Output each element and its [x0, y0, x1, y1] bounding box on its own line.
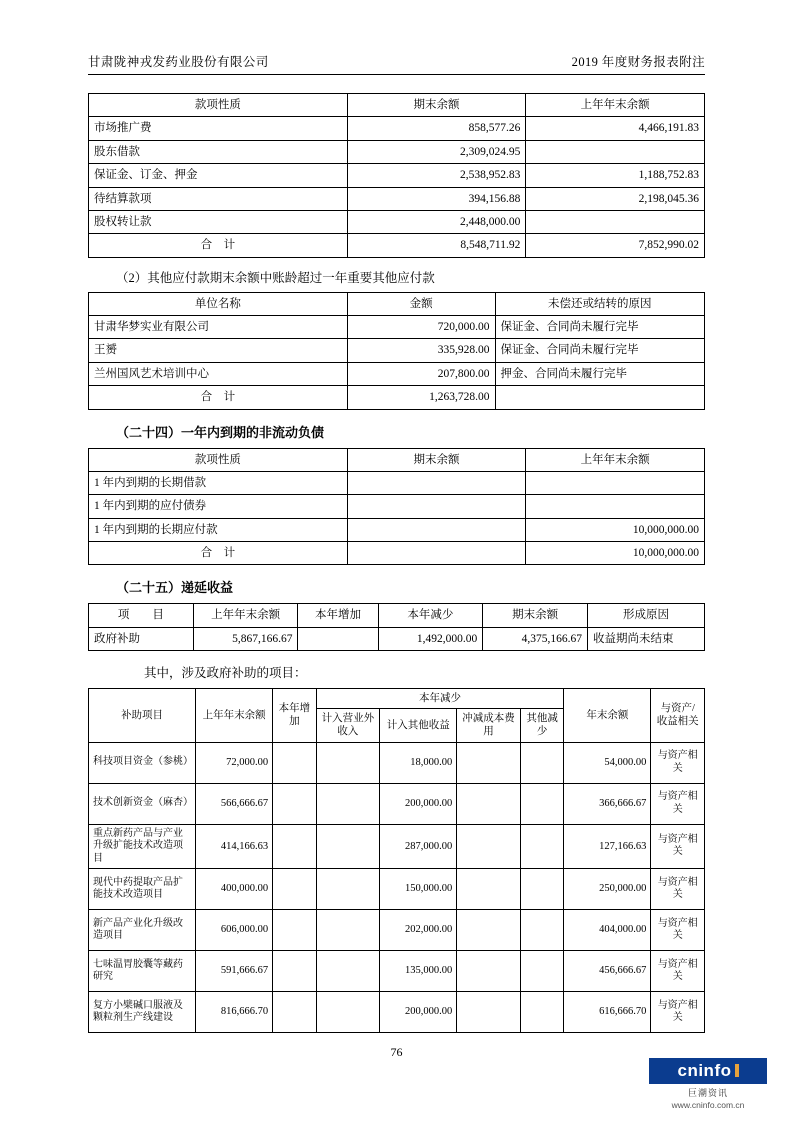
- cell-prior-end: 591,666.67: [196, 951, 273, 992]
- col-header-nature: 款项性质: [89, 94, 348, 117]
- cell-dec-other: [520, 992, 564, 1033]
- cell-decrease: 1,492,000.00: [378, 627, 483, 650]
- table-total-row: [89, 386, 705, 409]
- table-row: [89, 910, 705, 951]
- cell-prior: [526, 210, 705, 233]
- cell-dec-offset-cost: [457, 783, 521, 824]
- cell-dec-nonoperating: [316, 910, 380, 951]
- header-divider: [88, 74, 705, 75]
- cell-reason: 保证金、合同尚未履行完毕: [495, 339, 704, 362]
- cell-amount: 720,000.00: [347, 316, 495, 339]
- cell-dec-other-income: 150,000.00: [380, 869, 457, 910]
- total-label: 合 计: [89, 386, 348, 409]
- cell-dec-offset-cost: [457, 992, 521, 1033]
- cell-dec-other: [520, 783, 564, 824]
- cell-unit: 兰州国风艺术培训中心: [89, 362, 348, 385]
- col-header-ending: 期末余额: [483, 604, 588, 627]
- cell-prior: 5,867,166.67: [193, 627, 298, 650]
- table-row: [89, 518, 705, 541]
- cninfo-accent-bar: [735, 1064, 739, 1077]
- table-row: [89, 951, 705, 992]
- total-ending: [347, 542, 526, 565]
- cell-subsidy-item: 现代中药提取产品扩能技术改造项目: [89, 869, 196, 910]
- col-header-dec-offset-cost: 冲减成本费用: [457, 709, 521, 742]
- cell-relation: 与资产相关: [651, 783, 705, 824]
- cell-dec-other: [520, 824, 564, 869]
- cell-prior: 1,188,752.83: [526, 164, 705, 187]
- table-row: [89, 117, 705, 140]
- col-header-prior: 上年年末余额: [193, 604, 298, 627]
- cell-subsidy-item: 技术创新资金（麻杏）: [89, 783, 196, 824]
- table-row: [89, 339, 705, 362]
- cell-ending: 394,156.88: [347, 187, 526, 210]
- page-number: 76: [390, 1045, 403, 1059]
- cell-dec-other-income: 200,000.00: [380, 783, 457, 824]
- cell-increase: [273, 951, 317, 992]
- cninfo-logo-text: [649, 1058, 767, 1084]
- cell-year-end: 54,000.00: [564, 742, 651, 783]
- col-header-ending: 期末余额: [347, 94, 526, 117]
- col-header-decrease: 本年减少: [378, 604, 483, 627]
- cell-dec-offset-cost: [457, 869, 521, 910]
- col-header-dec-other-income: 计入其他收益: [380, 709, 457, 742]
- cell-nature: 股权转让款: [89, 210, 348, 233]
- cell-prior-end: 606,000.00: [196, 910, 273, 951]
- cell-nature: 市场推广费: [89, 117, 348, 140]
- cell-unit: 王赟: [89, 339, 348, 362]
- cell-ending: 858,577.26: [347, 117, 526, 140]
- cell-prior-end: 414,166.63: [196, 824, 273, 869]
- total-label: 合 计: [89, 542, 348, 565]
- cell-unit: 甘肃华梦实业有限公司: [89, 316, 348, 339]
- subsection-title-2: （2）其他应付款期末余额中账龄超过一年重要其他应付款: [116, 270, 435, 285]
- table-header-row: [89, 448, 705, 471]
- col-header-prior: 上年年末余额: [526, 448, 705, 471]
- cell-reason: 押金、合同尚未履行完毕: [495, 362, 704, 385]
- col-header-prior-end: 上年年末余额: [196, 689, 273, 742]
- col-header-reason: 未偿还或结转的原因: [495, 292, 704, 315]
- col-header-unit: 单位名称: [89, 292, 348, 315]
- cninfo-wordmark: cninfo: [677, 1061, 732, 1080]
- table-row: [89, 362, 705, 385]
- table-total-row: [89, 542, 705, 565]
- cell-year-end: 616,666.70: [564, 992, 651, 1033]
- cell-subsidy-item: 复方小檗碱口服液及颗粒剂生产线建设: [89, 992, 196, 1033]
- cell-increase: [273, 742, 317, 783]
- cell-dec-other: [520, 869, 564, 910]
- total-amount: 1,263,728.00: [347, 386, 495, 409]
- col-header-item: 项 目: [89, 604, 194, 627]
- cell-increase: [273, 783, 317, 824]
- cell-subsidy-item: 科技项目资金（参桃）: [89, 742, 196, 783]
- table-total-row: [89, 234, 705, 257]
- government-subsidy-note: 其中，涉及政府补助的项目：: [144, 666, 307, 681]
- cell-ending: [347, 518, 526, 541]
- header-company-name: 甘肃陇神戎发药业股份有限公司: [88, 55, 269, 69]
- cell-dec-other: [520, 742, 564, 783]
- cell-nature: 1 年内到期的长期应付款: [89, 518, 348, 541]
- cell-nature: 股东借款: [89, 140, 348, 163]
- cell-dec-offset-cost: [457, 824, 521, 869]
- cell-increase: [273, 910, 317, 951]
- cell-subsidy-item: 新产品产业化升级改造项目: [89, 910, 196, 951]
- cell-ending: 2,538,952.83: [347, 164, 526, 187]
- table-header-row: [89, 292, 705, 315]
- cell-amount: 207,800.00: [347, 362, 495, 385]
- cninfo-logo: [649, 1058, 767, 1110]
- table-row: [89, 992, 705, 1033]
- table-row: [89, 742, 705, 783]
- col-header-subsidy-item: 补助项目: [89, 689, 196, 742]
- col-header-dec-other: 其他减少: [520, 709, 564, 742]
- cell-ending: 2,309,024.95: [347, 140, 526, 163]
- total-label: 合 计: [89, 234, 348, 257]
- table-header-row: [89, 94, 705, 117]
- total-reason-blank: [495, 386, 704, 409]
- cell-dec-nonoperating: [316, 824, 380, 869]
- cell-nature: 1 年内到期的应付债券: [89, 495, 348, 518]
- cell-prior: 2,198,045.36: [526, 187, 705, 210]
- table-row: [89, 140, 705, 163]
- cell-dec-nonoperating: [316, 742, 380, 783]
- section-title-25: （二十五）递延收益: [116, 580, 234, 596]
- cell-dec-nonoperating: [316, 992, 380, 1033]
- col-header-ending: 期末余额: [347, 448, 526, 471]
- cell-dec-other-income: 287,000.00: [380, 824, 457, 869]
- col-header-amount: 金额: [347, 292, 495, 315]
- col-header-nature: 款项性质: [89, 448, 348, 471]
- cell-year-end: 404,000.00: [564, 910, 651, 951]
- cell-prior-end: 400,000.00: [196, 869, 273, 910]
- cell-dec-nonoperating: [316, 783, 380, 824]
- total-ending: 8,548,711.92: [347, 234, 526, 257]
- col-header-relation: 与资产/收益相关: [651, 689, 705, 742]
- table-row: [89, 164, 705, 187]
- cell-year-end: 456,666.67: [564, 951, 651, 992]
- cell-year-end: 250,000.00: [564, 869, 651, 910]
- cell-ending: 2,448,000.00: [347, 210, 526, 233]
- cell-relation: 与资产相关: [651, 951, 705, 992]
- cell-relation: 与资产相关: [651, 824, 705, 869]
- table-header-row: [89, 604, 705, 627]
- col-header-year-end: 年末余额: [564, 689, 651, 742]
- col-header-increase: 本年增加: [298, 604, 378, 627]
- cell-relation: 与资产相关: [651, 992, 705, 1033]
- col-header-dec-nonoperating: 计入营业外收入: [316, 709, 380, 742]
- cell-dec-other: [520, 910, 564, 951]
- cell-dec-other-income: 200,000.00: [380, 992, 457, 1033]
- col-header-increase: 本年增加: [273, 689, 317, 742]
- cell-subsidy-item: 七味温胃胶囊等藏药研究: [89, 951, 196, 992]
- total-prior: 10,000,000.00: [526, 542, 705, 565]
- table-header-row-top: [89, 689, 705, 709]
- table-row: [89, 627, 705, 650]
- cell-nature: 保证金、订金、押金: [89, 164, 348, 187]
- table-row: [89, 471, 705, 494]
- cell-prior: [526, 495, 705, 518]
- header-doc-title: 2019 年度财务报表附注: [571, 55, 705, 69]
- table-row: [89, 869, 705, 910]
- table-row: [89, 783, 705, 824]
- col-header-prior: 上年年末余额: [526, 94, 705, 117]
- cell-prior-end: 566,666.67: [196, 783, 273, 824]
- table-row: [89, 824, 705, 869]
- cell-dec-offset-cost: [457, 951, 521, 992]
- table-row: [89, 210, 705, 233]
- cell-year-end: 366,666.67: [564, 783, 651, 824]
- cell-dec-other: [520, 951, 564, 992]
- cell-subsidy-item: 重点新药产品与产业升级扩能技术改造项目: [89, 824, 196, 869]
- cell-nature: 待结算款项: [89, 187, 348, 210]
- total-prior: 7,852,990.02: [526, 234, 705, 257]
- cell-prior: [526, 471, 705, 494]
- table-row: [89, 316, 705, 339]
- cell-prior: 4,466,191.83: [526, 117, 705, 140]
- cell-relation: 与资产相关: [651, 910, 705, 951]
- cell-increase: [273, 824, 317, 869]
- table-row: [89, 187, 705, 210]
- cell-prior: 10,000,000.00: [526, 518, 705, 541]
- cell-ending: [347, 471, 526, 494]
- cell-relation: 与资产相关: [651, 869, 705, 910]
- cell-dec-nonoperating: [316, 951, 380, 992]
- cell-dec-other-income: 135,000.00: [380, 951, 457, 992]
- cell-prior-end: 72,000.00: [196, 742, 273, 783]
- cell-ending: 4,375,166.67: [483, 627, 588, 650]
- current-portion-noncurrent-liabilities-table: [88, 448, 705, 566]
- cell-dec-nonoperating: [316, 869, 380, 910]
- cell-increase: [298, 627, 378, 650]
- cell-relation: 与资产相关: [651, 742, 705, 783]
- cell-ending: [347, 495, 526, 518]
- cell-year-end: 127,166.63: [564, 824, 651, 869]
- cninfo-subtitle: 巨潮资讯: [687, 1088, 728, 1098]
- cell-dec-offset-cost: [457, 742, 521, 783]
- cninfo-url: www.cninfo.com.cn: [671, 1100, 745, 1110]
- government-subsidy-detail-table: [88, 688, 705, 1033]
- cell-prior: [526, 140, 705, 163]
- aged-other-payables-table: [88, 292, 705, 410]
- cell-reason: 保证金、合同尚未履行完毕: [495, 316, 704, 339]
- table-row: [89, 495, 705, 518]
- cell-nature: 1 年内到期的长期借款: [89, 471, 348, 494]
- cell-prior-end: 816,666.70: [196, 992, 273, 1033]
- cell-item: 政府补助: [89, 627, 194, 650]
- cell-increase: [273, 869, 317, 910]
- cell-amount: 335,928.00: [347, 339, 495, 362]
- deferred-income-table: [88, 603, 705, 651]
- col-header-reason: 形成原因: [587, 604, 704, 627]
- cell-dec-other-income: 202,000.00: [380, 910, 457, 951]
- other-payables-table: [88, 93, 705, 258]
- col-header-decrease-group: 本年减少: [316, 689, 564, 709]
- cell-increase: [273, 992, 317, 1033]
- cell-dec-offset-cost: [457, 910, 521, 951]
- cell-dec-other-income: 18,000.00: [380, 742, 457, 783]
- page-header: [88, 0, 705, 70]
- section-title-24: （二十四）一年内到期的非流动负债: [116, 424, 325, 440]
- cell-reason: 收益期尚未结束: [587, 627, 704, 650]
